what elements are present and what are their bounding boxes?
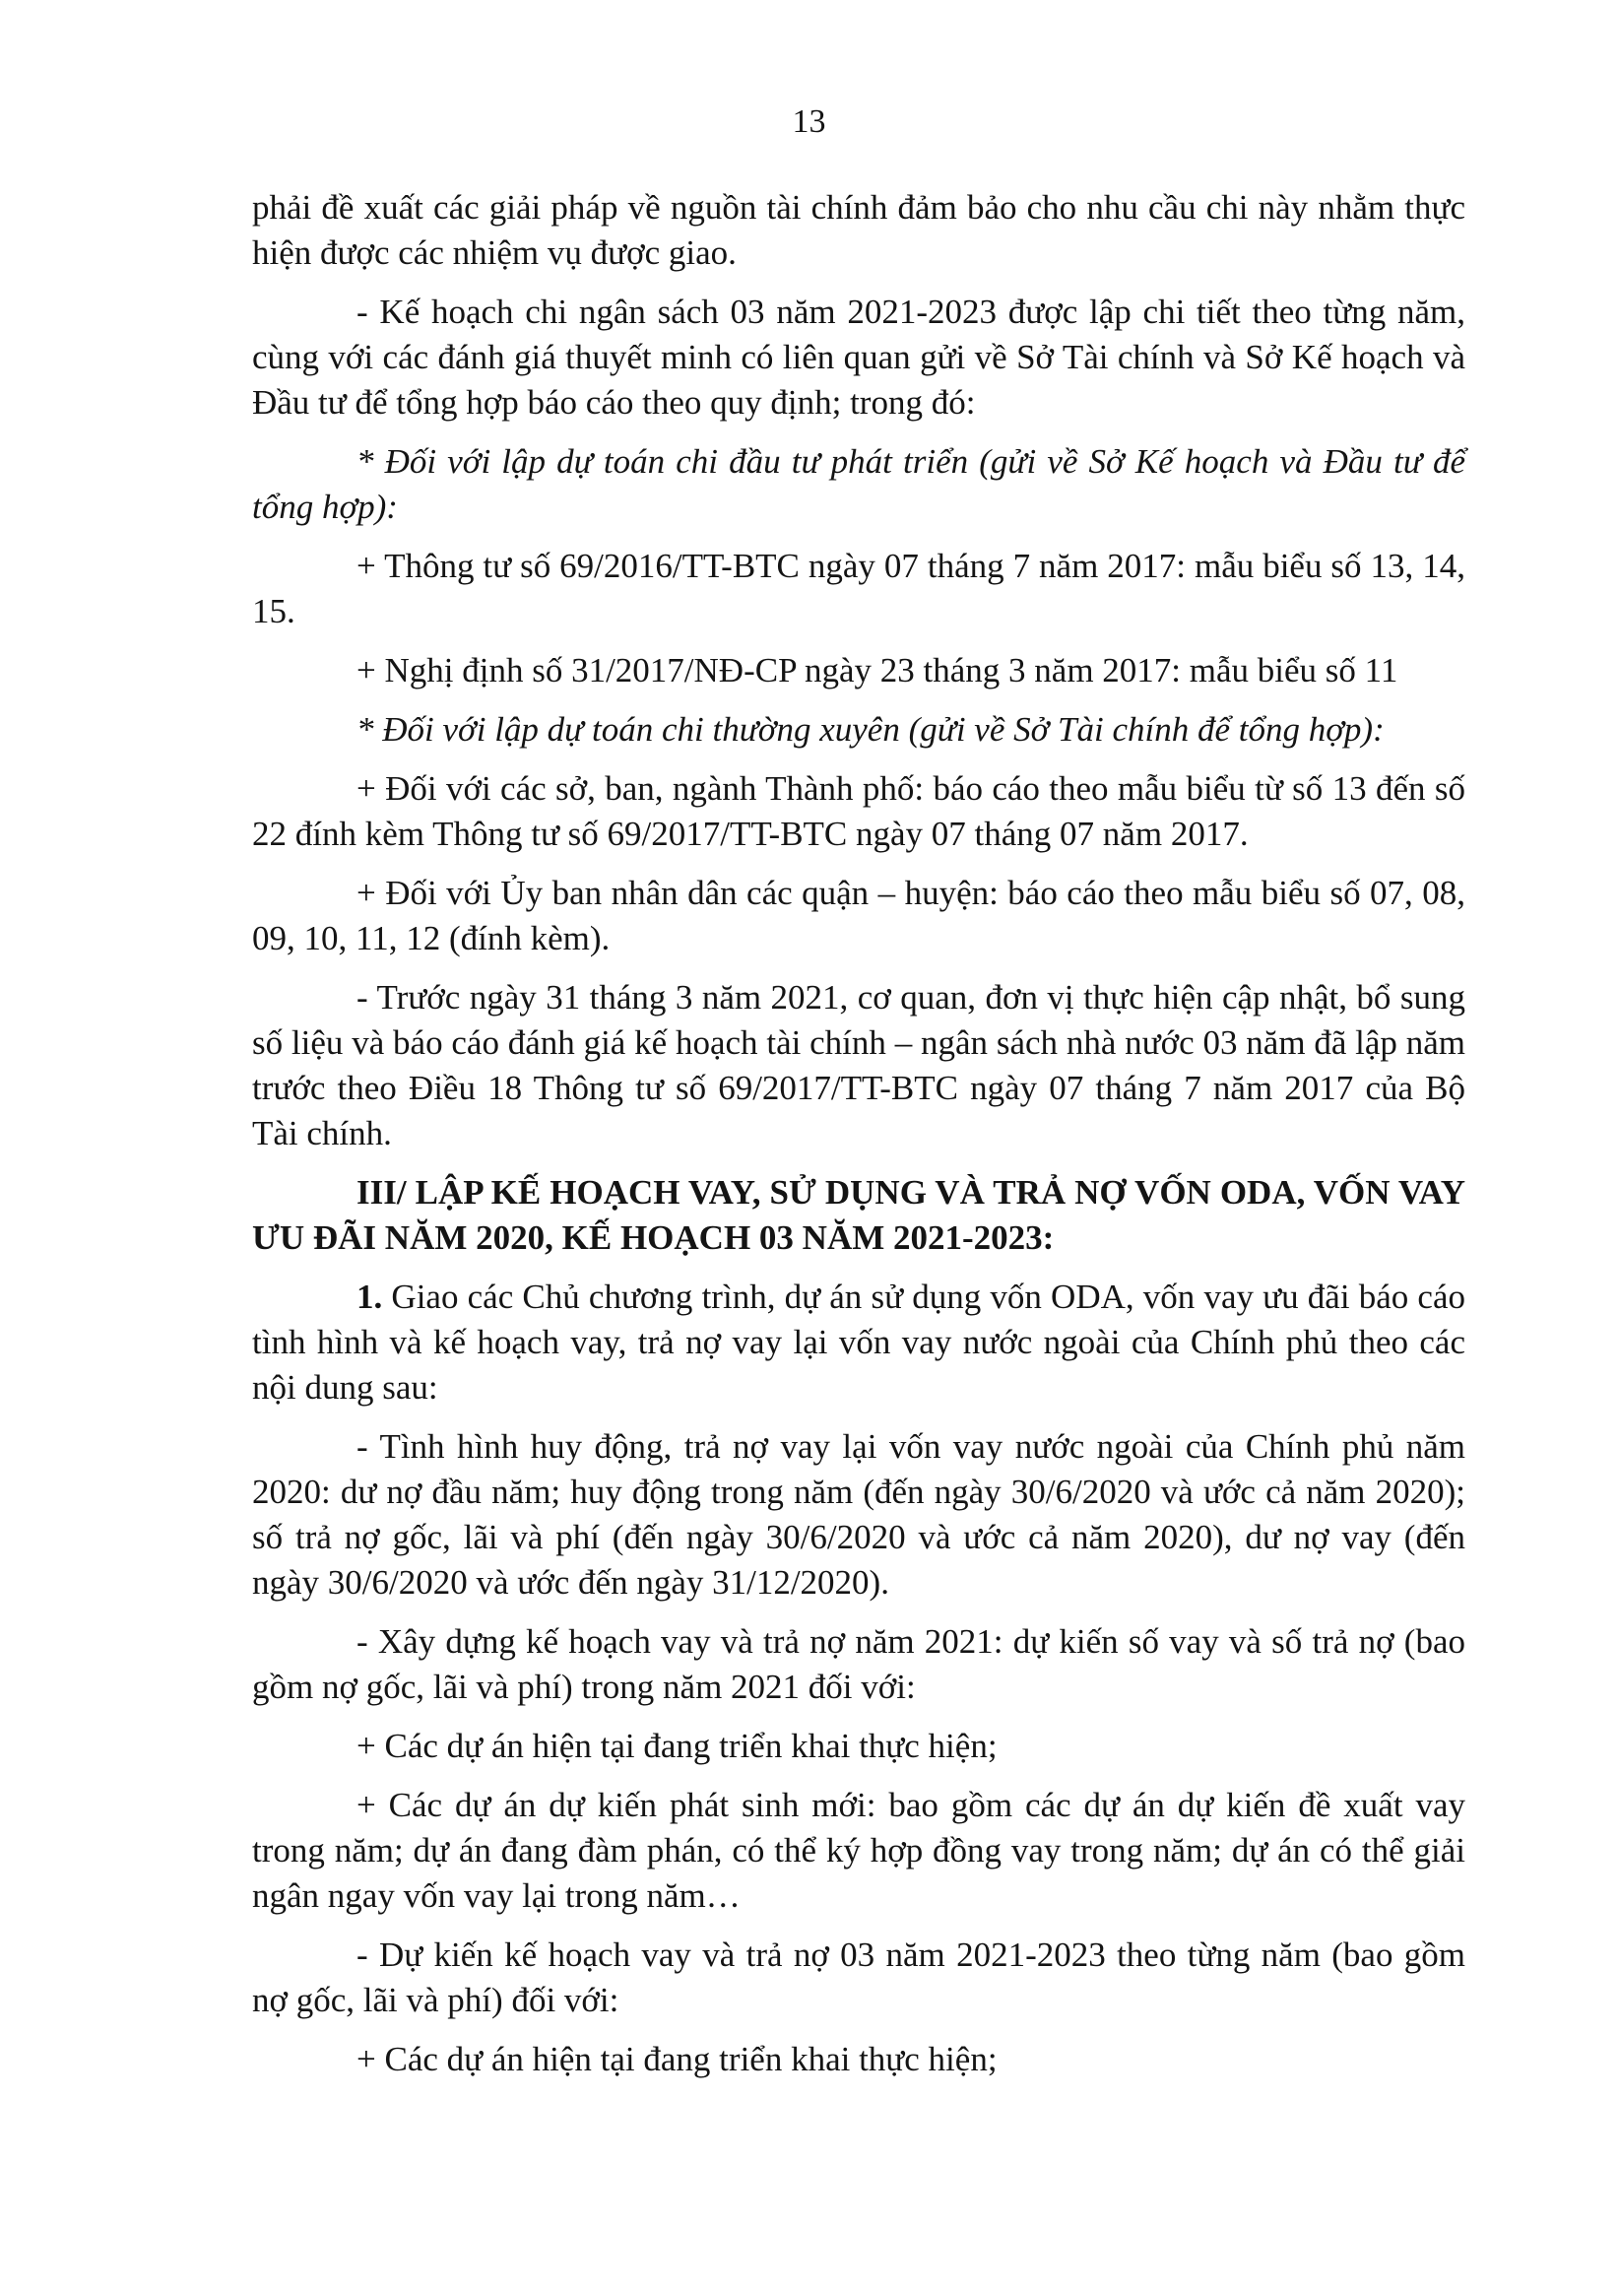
paragraph-districts: + Đối với Ủy ban nhân dân các quận – huyện: báo cáo theo mẫu biểu số 07, 08, 09, 10, 11, 12 (đính kèm). — [252, 874, 1465, 957]
paragraph-mobilization: - Tình hình huy động, trả nợ vay lại vốn vay nước ngoài của Chính phủ năm 2020: dư nợ đầu năm; huy động trong năm (đến ngày 30/6/2020 và ước cả năm 2020); số trả nợ gốc, lãi và phí (đến ngày 30/6/2020 và ước cả năm 2020), dư nợ vay (đến ngày 30/6/2020 và ước đến ngày 31/12/2020). — [252, 1427, 1465, 1602]
paragraph-investment-heading: * Đối với lập dự toán chi đầu tư phát triển (gửi về Sở Kế hoạch và Đầu tư để tổng hợp): — [252, 442, 1465, 526]
section-heading: III/ LẬP KẾ HOẠCH VAY, SỬ DỤNG VÀ TRẢ NỢ VỐN ODA, VỐN VAY ƯU ĐÃI NĂM 2020, KẾ HOẠCH 03 NĂM 2021-2023: — [252, 1173, 1465, 1257]
paragraph-departments: + Đối với các sở, ban, ngành Thành phố: báo cáo theo mẫu biểu từ số 13 đến số 22 đính kèm Thông tư số 69/2017/TT-BTC ngày 07 tháng 07 năm 2017. — [252, 769, 1465, 853]
document-body — [252, 185, 1465, 2096]
paragraph-current-projects-2: + Các dự án hiện tại đang triển khai thực hiện; — [356, 2040, 998, 2078]
paragraph-budget-plan: - Kế hoạch chi ngân sách 03 năm 2021-2023 được lập chi tiết theo từng năm, cùng với các đánh giá thuyết minh có liên quan gửi về Sở Tài chính và Sở Kế hoạch và Đầu tư để tổng hợp báo cáo theo quy định; trong đó: — [252, 293, 1465, 422]
paragraph-plan-3-years: - Dự kiến kế hoạch vay và trả nợ 03 năm 2021-2023 theo từng năm (bao gồm nợ gốc, lãi và phí) đối với: — [252, 1935, 1465, 2019]
item-number: 1. — [356, 1278, 383, 1316]
paragraph-decree-31: + Nghị định số 31/2017/NĐ-CP ngày 23 tháng 3 năm 2017: mẫu biểu số 11 — [356, 651, 1398, 689]
paragraph-deadline: - Trước ngày 31 tháng 3 năm 2021, cơ quan, đơn vị thực hiện cập nhật, bổ sung số liệu và báo cáo đánh giá kế hoạch tài chính – ngân sách nhà nước 03 năm đã lập năm trước theo Điều 18 Thông tư số 69/2017/TT-BTC ngày 07 tháng 7 năm 2017 của Bộ Tài chính. — [252, 978, 1465, 1152]
paragraph-plan-2021: - Xây dựng kế hoạch vay và trả nợ năm 2021: dự kiến số vay và số trả nợ (bao gồm nợ gốc, lãi và phí) trong năm 2021 đối với: — [252, 1622, 1465, 1706]
item-text: Giao các Chủ chương trình, dự án sử dụng vốn ODA, vốn vay ưu đãi báo cáo tình hình và kế hoạch vay, trả nợ vay lại vốn vay nước ngoài của Chính phủ theo các nội dung sau: — [252, 1278, 1465, 1407]
page-number: 13 — [792, 103, 826, 140]
paragraph-item-1 — [252, 1275, 1465, 1410]
paragraph-recurrent-heading: * Đối với lập dự toán chi thường xuyên (gửi về Sở Tài chính để tổng hợp): — [356, 710, 1385, 749]
paragraph-current-projects: + Các dự án hiện tại đang triển khai thực hiện; — [356, 1727, 998, 1765]
paragraph-continuation: phải đề xuất các giải pháp về nguồn tài chính đảm bảo cho nhu cầu chi này nhằm thực hiện được các nhiệm vụ được giao. — [252, 188, 1465, 272]
paragraph-circular-69: + Thông tư số 69/2016/TT-BTC ngày 07 tháng 7 năm 2017: mẫu biểu số 13, 14, 15. — [252, 547, 1465, 630]
paragraph-new-projects: + Các dự án dự kiến phát sinh mới: bao gồm các dự án dự kiến đề xuất vay trong năm; dự án đang đàm phán, có thể ký hợp đồng vay trong năm; dự án có thể giải ngân ngay vốn vay lại trong năm… — [252, 1786, 1465, 1915]
